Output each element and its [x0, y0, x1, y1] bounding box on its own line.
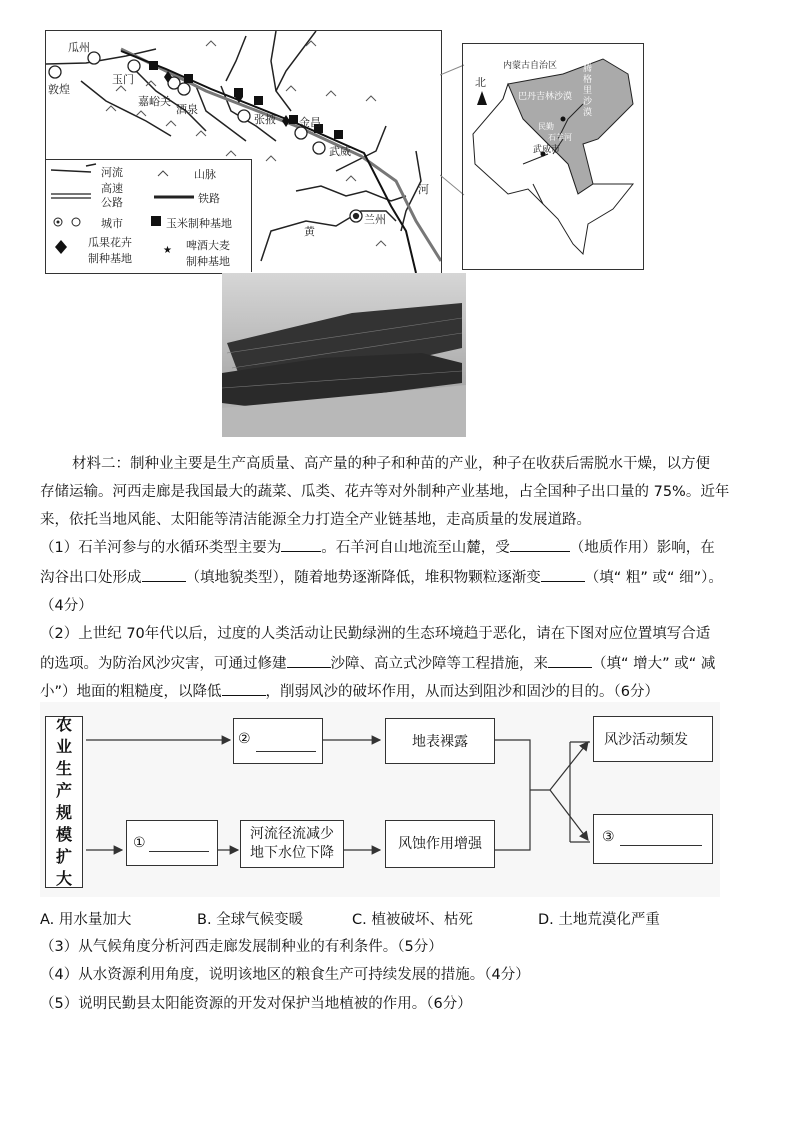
q1-score: （4分） [40, 598, 93, 614]
city-label: 金昌 [299, 116, 321, 129]
city-label: 张掖 [254, 113, 276, 126]
question-2-line2 [40, 650, 780, 678]
north-arrow-icon [477, 91, 487, 105]
city-label: 酒泉 [176, 103, 198, 116]
legend-fruit-flower: 瓜果花卉制种基地 [88, 236, 132, 265]
q1-text: （地质作用）影响，在 [569, 540, 715, 556]
city-label: 武威 [329, 145, 351, 158]
q2-text: 小”）地面的粗糙度，以降低 [40, 684, 222, 700]
option-b: B. 全球气候变暖 [197, 912, 304, 928]
desert-label: 巴丹吉林沙漠 [518, 92, 573, 102]
material2-line3: 来，依托当地风能、太阳能等清洁能源全力打造全产业链基地，走高质量的发展道路。 [40, 512, 591, 528]
flow-text: 风沙活动频发 [604, 732, 688, 748]
q1-text: （1）石羊河参与的水循环类型主要为 [40, 540, 282, 556]
answer-blank[interactable] [541, 565, 585, 582]
city-label: 兰州 [364, 213, 386, 226]
slot-number: ③ [602, 829, 615, 845]
q2-text: 的选项。为防治风沙灾害，可通过修建 [40, 656, 287, 672]
legend-corn: 玉米制种基地 [166, 217, 232, 230]
city-label: 嘉峪关 [138, 95, 171, 108]
answer-blank[interactable] [222, 679, 266, 696]
river-label: 河 [418, 183, 429, 196]
answer-blank[interactable] [548, 651, 592, 668]
q2-text: ，削弱风沙的破坏作用，从而达到阻沙和固沙的目的。（6分） [265, 684, 659, 700]
answer-blank[interactable] [142, 565, 186, 582]
answer-line[interactable] [620, 845, 702, 846]
flow-box-wind-erosion [385, 820, 495, 868]
legend-city: 城市 [101, 217, 123, 230]
river-label: 石羊河 [548, 133, 572, 142]
city-label: 武威市 [533, 145, 561, 155]
answer-blank[interactable] [287, 651, 331, 668]
q2-text: （填“ 增大” 或“ 减 [592, 656, 716, 672]
flow-slot-2[interactable] [233, 718, 323, 764]
city-label: 敦煌 [48, 83, 70, 96]
north-arrow-label: 北 [475, 76, 486, 89]
legend-highway: 高速公路 [101, 182, 123, 209]
q1-text: 。石羊河自山地流至山麓，受 [321, 540, 510, 556]
region-label: 内蒙古自治区 [503, 61, 558, 71]
solar-panel-photo [222, 273, 466, 437]
legend-mountain: 山脉 [194, 168, 216, 181]
option-d: D. 土地荒漠化严重 [538, 912, 660, 928]
legend-barley: 啤酒大麦制种基地 [186, 239, 230, 268]
answer-line[interactable] [149, 851, 209, 852]
question-1-line1 [40, 534, 780, 562]
material2-line2: 存储运输。河西走廊是我国最大的蔬菜、瓜类、花卉等对外制种产业基地，占全国种子出口量的 75%。近年 [40, 484, 730, 500]
flow-text: 风蚀作用增强 [398, 835, 482, 852]
question-3: （3）从气候角度分析河西走廊发展制种业的有利条件。（5分） [40, 939, 443, 955]
county-label: 民勤 [538, 122, 554, 131]
flow-box-bare-surface [385, 718, 495, 764]
map-legend [46, 159, 252, 272]
flow-text: 河流径流减少地下水位下降 [250, 826, 334, 861]
flow-text: 地表裸露 [412, 734, 468, 750]
question-2-line1: （2）上世纪 70年代以后，过度的人类活动让民勤绿洲的生态环境趋于恶化，请在下图对应位置填写合适 [40, 626, 711, 642]
question-4: （4）从水资源利用角度，说明该地区的粮食生产可持续发展的措施。（4分） [40, 967, 530, 983]
q2-text: 沙障、高立式沙障等工程措施，来 [330, 656, 548, 672]
city-label: 瓜州 [68, 41, 90, 54]
svg-text:★: ★ [163, 245, 172, 256]
solar-panels [222, 273, 466, 437]
minqin-inset-map [462, 43, 644, 270]
slot-number: ① [133, 835, 146, 851]
desert-label: 腾格里沙漠 [583, 64, 593, 118]
q1-text: 沟谷出口处形成 [40, 570, 142, 586]
flow-start-box [45, 716, 83, 888]
q1-text: （填“ 粗” 或“ 细”）。 [584, 570, 723, 586]
river-label: 黄 [304, 225, 315, 238]
slot-number: ② [238, 731, 251, 747]
material2-line1: 材料二：制种业主要是生产高质量、高产量的种子和种苗的产业，种子在收获后需脱水干燥，以方便 [72, 456, 710, 472]
answer-blank[interactable] [510, 535, 570, 552]
city-label: 玉门 [112, 73, 134, 86]
answer-blank[interactable] [281, 535, 321, 552]
answer-line[interactable] [256, 751, 316, 752]
flow-box-river-decrease [240, 820, 344, 868]
flow-start-text: 农业生产规模扩大 [56, 715, 73, 888]
question-1-line2 [40, 564, 780, 592]
q1-text: （填地貌类型），随着地势逐渐降低，堆积物颗粒逐渐变 [185, 570, 541, 586]
flow-box-sand-activity [593, 716, 713, 762]
inset-shapes [463, 44, 643, 269]
hexi-corridor-map [45, 30, 442, 274]
option-a: A. 用水量加大 [40, 912, 132, 928]
flowchart [40, 702, 720, 897]
legend-railway: 铁路 [198, 192, 220, 205]
flow-slot-3[interactable] [593, 814, 713, 864]
flow-slot-1[interactable] [126, 820, 218, 866]
question-5: （5）说明民勤县太阳能资源的开发对保护当地植被的作用。（6分） [40, 996, 472, 1012]
legend-river: 河流 [101, 166, 123, 179]
option-c: C. 植被破坏、枯死 [352, 912, 473, 928]
